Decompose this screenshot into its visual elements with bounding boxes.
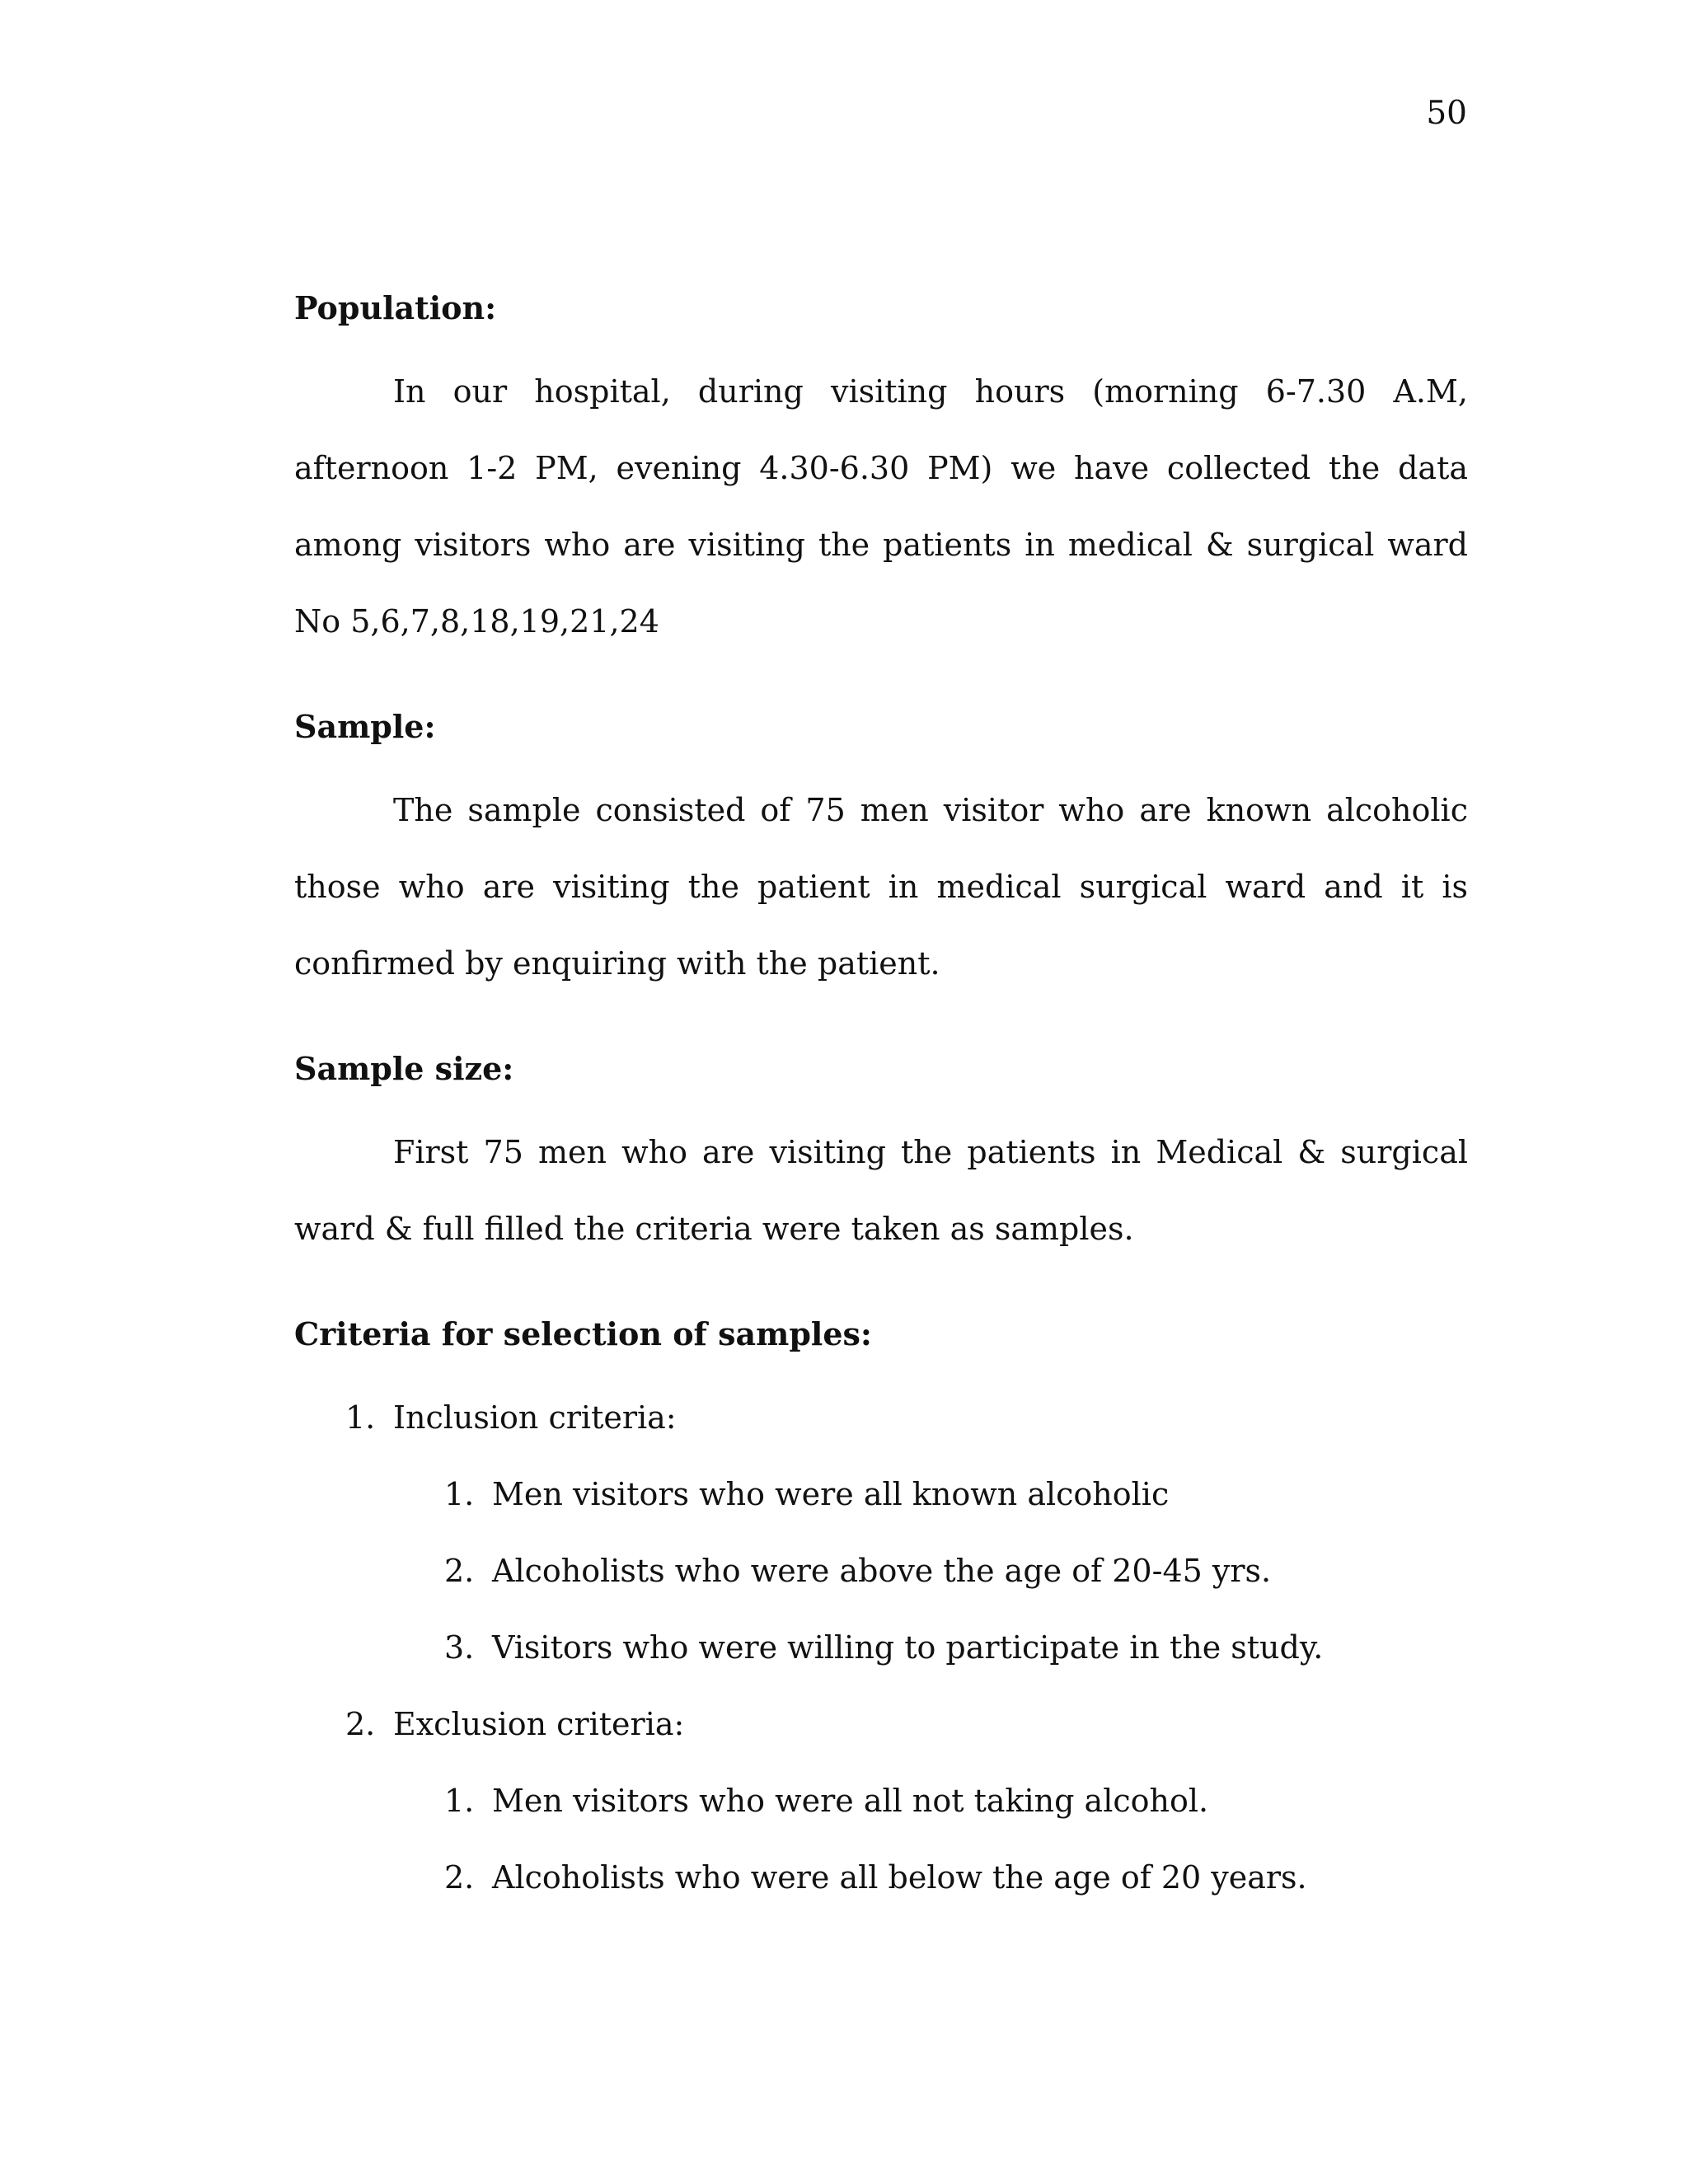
criteria-group-label: Exclusion criteria:: [393, 1706, 685, 1742]
paragraph-sample: The sample consisted of 75 men visitor who are known alcoholic those who are visiting the patient in medical surgical ward and it is confirmed by enquiring with the patient.: [294, 792, 1468, 982]
list-item: [393, 1763, 1468, 1840]
list-item: [393, 1840, 1468, 1916]
heading-population: Population:: [294, 289, 497, 326]
inclusion-items: [393, 1456, 1468, 1686]
list-number: 2.: [444, 1553, 475, 1589]
criteria-group-exclusion: [294, 1686, 1468, 1916]
page-number: 50: [1426, 95, 1467, 132]
list-number: 2.: [444, 1859, 475, 1896]
list-item-text: Alcoholists who were all below the age of 20 years.: [492, 1859, 1307, 1896]
list-item-text: Alcoholists who were above the age of 20-45 yrs.: [492, 1553, 1272, 1589]
heading-criteria: Criteria for selection of samples:: [294, 1315, 872, 1352]
list-number: 3.: [444, 1629, 475, 1666]
criteria-list: [294, 1380, 1468, 1916]
section-population: [294, 289, 1468, 660]
paragraph-sample-size: First 75 men who are visiting the patients in Medical & surgical ward & full filled the criteria were taken as samples.: [294, 1134, 1468, 1247]
criteria-group-label: Inclusion criteria:: [393, 1399, 677, 1436]
criteria-group-inclusion: [294, 1380, 1468, 1686]
list-number: 1.: [444, 1476, 475, 1512]
list-item: [393, 1533, 1468, 1610]
list-item: [393, 1456, 1468, 1533]
paragraph-population: In our hospital, during visiting hours (morning 6-7.30 A.M, afternoon 1-2 PM, evening 4.30-6.30 PM) we have collected the data among visitors who are visiting the patients in medical & surgical ward No 5,6,7,8,18,19,21,24: [294, 373, 1468, 640]
heading-sample-size: Sample size:: [294, 1050, 514, 1087]
list-number: 1.: [345, 1399, 376, 1436]
list-item-text: Men visitors who were all known alcoholic: [492, 1476, 1170, 1512]
list-item: [393, 1610, 1468, 1686]
section-sample: [294, 708, 1468, 1002]
exclusion-items: [393, 1763, 1468, 1916]
heading-sample: Sample:: [294, 708, 436, 745]
list-item-text: Visitors who were willing to participate in the study.: [492, 1629, 1324, 1666]
section-sample-size: [294, 1050, 1468, 1268]
list-number: 2.: [345, 1706, 376, 1742]
document-body: [294, 289, 1468, 1967]
list-item-text: Men visitors who were all not taking alcohol.: [492, 1783, 1209, 1819]
list-number: 1.: [444, 1783, 475, 1819]
section-criteria: [294, 1315, 1468, 1916]
